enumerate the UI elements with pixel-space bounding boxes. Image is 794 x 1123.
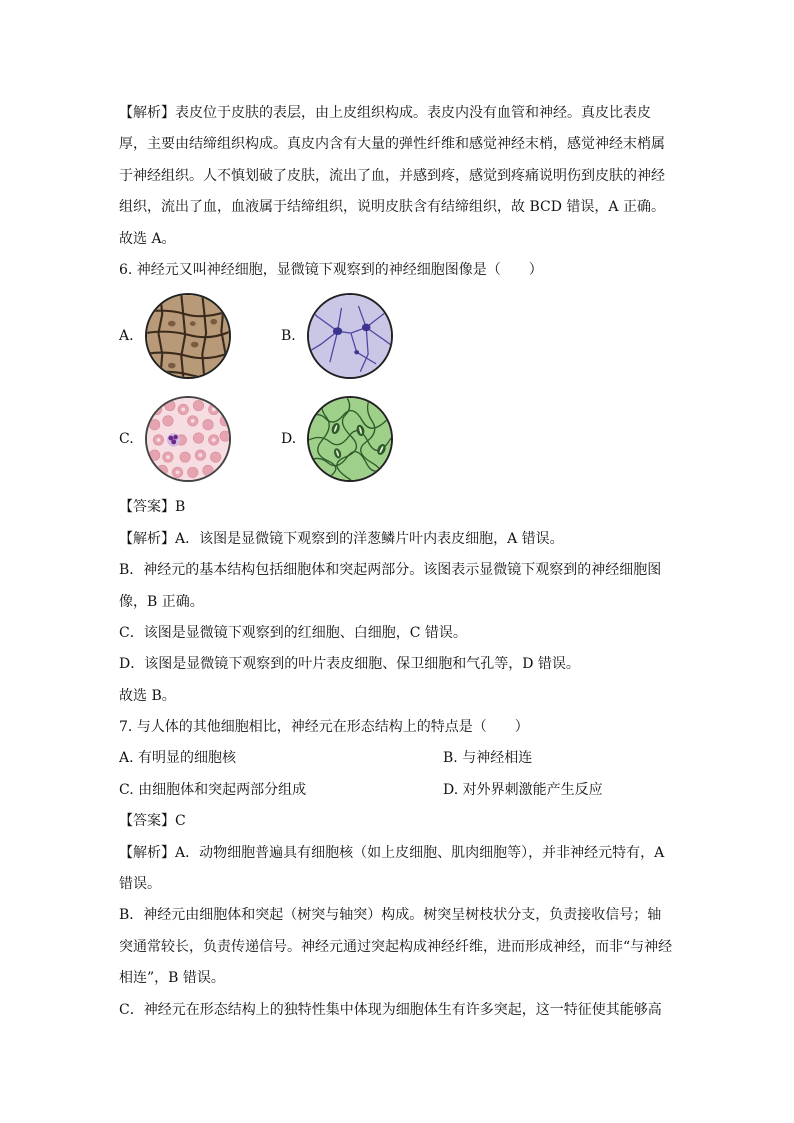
q6-options-row-1 — [119, 286, 679, 389]
blood-cells-micrograph — [145, 396, 231, 482]
question-7-stem: 7. 与人体的其他细胞相比，神经元在形态结构上的特点是（ ） — [119, 719, 529, 736]
text-line: 【解析】A．动物细胞普遍具有细胞核（如上皮细胞、肌肉细胞等），并非神经元特有，A — [119, 844, 665, 861]
q5-analysis — [119, 98, 679, 255]
onion-cells-image — [147, 295, 229, 377]
leaf-epidermis-micrograph — [307, 396, 393, 482]
q7-option-b[interactable]: B. 与神经相连 — [443, 750, 533, 767]
document-page — [119, 98, 679, 1026]
onion-epidermis-micrograph — [145, 293, 231, 379]
q6-option-d[interactable] — [281, 389, 393, 489]
text-line: 于神经组织。人不慎划破了皮肤，流出了血，并感到疼，感觉到疼痛说明伤到皮肤的神经 — [119, 167, 665, 184]
option-label: A. — [119, 328, 134, 345]
text-line: 故选 A。 — [119, 230, 176, 247]
leaf-epidermis-image — [309, 398, 391, 480]
text-line: 厚，主要由结缔组织构成。真皮内含有大量的弹性纤维和感觉神经末梢，感觉神经末梢属 — [119, 136, 665, 153]
text-line: 突通常较长，负责传递信号。神经元通过突起构成神经纤维，进而形成神经，而非“与神经 — [119, 938, 673, 955]
text-line: D．该图是显微镜下观察到的叶片表皮细胞、保卫细胞和气孔等，D 错误。 — [119, 656, 580, 673]
option-label: B. — [281, 328, 296, 345]
q6-answer: 【答案】B — [119, 499, 186, 516]
text-line: 相连”，B 错误。 — [119, 970, 225, 987]
q7-options-row-2 — [119, 775, 679, 806]
option-label: D. — [281, 431, 297, 448]
text-line: 【解析】A．该图是显微镜下观察到的洋葱鳞片叶内表皮细胞，A 错误。 — [119, 530, 564, 547]
option-label: C. — [119, 431, 134, 448]
q6-option-b[interactable] — [281, 286, 393, 386]
q7-option-d[interactable]: D. 对外界刺激能产生反应 — [443, 781, 603, 798]
q7-options-row-1 — [119, 743, 679, 774]
text-line: C．该图是显微镜下观察到的红细胞、白细胞，C 错误。 — [119, 624, 467, 641]
neuron-cells-image — [309, 295, 391, 377]
q7-option-c[interactable]: C. 由细胞体和突起两部分组成 — [119, 781, 307, 798]
text-line: 错误。 — [119, 876, 161, 893]
q6-options-row-2 — [119, 389, 679, 492]
text-line: 【解析】表皮位于皮肤的表层，由上皮组织构成。表皮内没有血管和神经。真皮比表皮 — [119, 105, 651, 121]
neuron-micrograph — [307, 293, 393, 379]
q6-option-c[interactable] — [119, 389, 231, 489]
q6-analysis — [119, 524, 679, 712]
text-line: C．神经元在形态结构上的独特性集中体现为细胞体生有许多突起，这一特征使其能够高 — [119, 1001, 662, 1018]
q7-answer: 【答案】C — [119, 813, 186, 830]
text-line: 故选 B。 — [119, 687, 176, 704]
text-line: 组织，流出了血，血液属于结缔组织，说明皮肤含有结缔组织，故 BCD 错误，A 正确。 — [119, 199, 665, 216]
blood-cells-image — [147, 398, 229, 480]
question-6-stem: 6. 神经元又叫神经细胞，显微镜下观察到的神经细胞图像是（ ） — [119, 261, 543, 278]
q7-analysis — [119, 838, 679, 1026]
q6-option-a[interactable] — [119, 286, 231, 386]
text-line: 像，B 正确。 — [119, 593, 204, 610]
text-line: B．神经元的基本结构包括细胞体和突起两部分。该图表示显微镜下观察到的神经细胞图 — [119, 562, 662, 579]
text-line: B．神经元由细胞体和突起（树突与轴突）构成。树突呈树枝状分支，负责接收信号；轴 — [119, 907, 662, 924]
q7-option-a[interactable]: A. 有明显的细胞核 — [119, 750, 237, 767]
